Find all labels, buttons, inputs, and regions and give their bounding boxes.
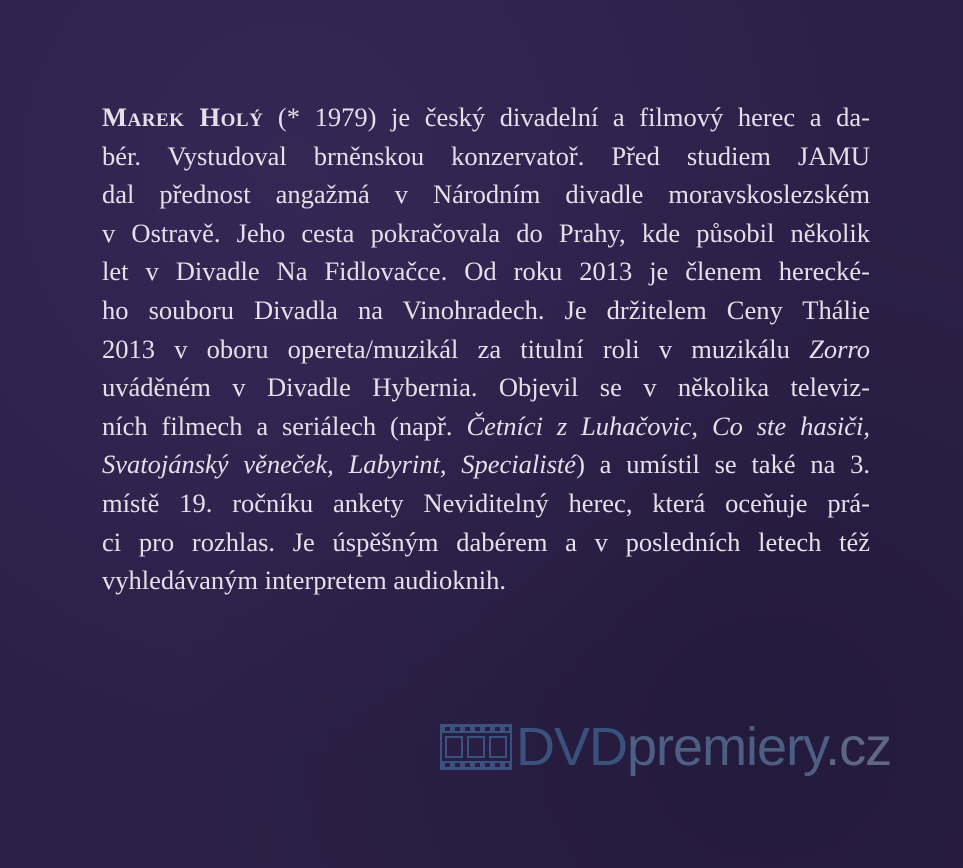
musical-title: Zorro [809, 333, 870, 364]
bio-line: v Ostravě. Jeho cesta pokračovala do Prahy, kde působil několik [102, 217, 870, 248]
bio-line: Marek Holý (* 1979) je český divadelní a filmový herec a da- [102, 102, 870, 132]
bio-line: bér. Vystudoval brněnskou konzervatoř. Před studiem JAMU [102, 140, 870, 171]
series-titles: Četníci z Luhačovic, Co ste hasiči, [466, 410, 870, 441]
bio-line: ci pro rozhlas. Je úspěšným dabérem a v posledních letech též [102, 526, 870, 557]
bio-line: let v Divadle Na Fidlovačce. Od roku 2013 je členem herecké- [102, 256, 870, 287]
bio-line: Svatojánský věneček, Labyrint, Specialisté) a umístil se také na 3. [102, 449, 871, 480]
dvdpremiery-watermark [440, 712, 891, 782]
bio-line: ních filmech a seriálech (např. Četníci z Luhačovic, Co ste hasiči, [102, 410, 870, 441]
author-biography [102, 98, 870, 600]
film-strip-icon [440, 724, 512, 770]
bio-line: dal přednost angažmá v Národním divadle moravskoslezském [102, 179, 870, 210]
bio-line: uváděném v Divadle Hybernia. Objevil se v několika televiz- [102, 372, 870, 403]
watermark-text: DVDpremiery.cz [516, 717, 892, 777]
series-titles: Svatojánský věneček, Labyrint, Specialisté [102, 449, 577, 480]
author-name: Marek Holý [102, 102, 264, 132]
bio-line: vyhledávaným interpretem audioknih. [102, 565, 507, 596]
bio-line: 2013 v oboru opereta/muzikál za titulní roli v muzikálu Zorro [102, 333, 870, 364]
bio-line: ho souboru Divadla na Vinohradech. Je držitelem Ceny Thálie [102, 294, 870, 325]
bio-line: místě 19. ročníku ankety Neviditelný herec, která oceňuje prá- [102, 487, 870, 518]
